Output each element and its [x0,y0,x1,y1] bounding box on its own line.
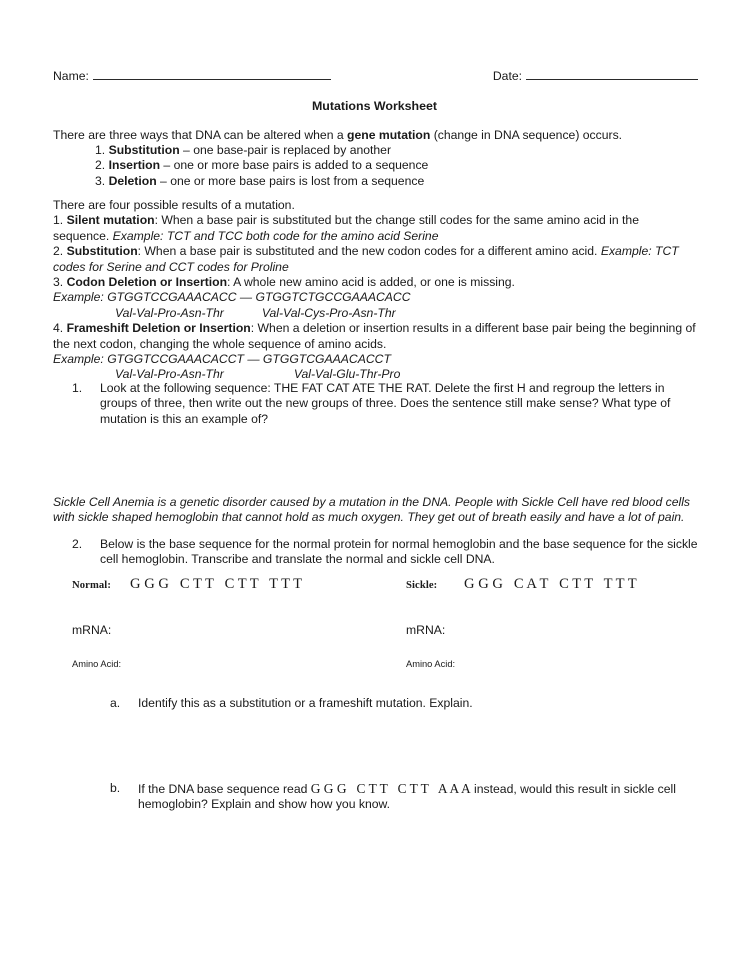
intro-text-before: There are three ways that DNA can be altered when a [53,128,348,142]
result-term: Substitution [66,244,138,259]
list-item [95,174,695,189]
page-title: Mutations Worksheet [311,99,438,113]
result-4-example-dna: Example: GTGGTCCGAAACACCT — GTGGTCGAAACACCT [53,352,391,367]
intro-term-gene-mutation: gene mutation [347,128,431,142]
question-2a-number: a. [110,696,121,710]
question-1 [72,381,698,427]
item-term: Deletion [108,173,157,188]
date-write-line[interactable] [526,68,698,80]
list-item [95,143,695,158]
sickle-label: Sickle: [406,580,438,591]
date-field[interactable] [493,68,698,83]
question-2b-dna-sequence: G G G C T T C T T A A A [310,781,471,796]
result-example: Example: TCT and TCC both code for the amino acid Serine [112,228,439,243]
amino-right: Val-Val-Glu-Thr-Pro [293,367,401,382]
list-item [95,158,695,173]
sequence-work-area [0,575,749,675]
normal-dna-bases: G G G C T T C T T T T T [130,576,303,592]
mrna-label-sickle: mRNA: [406,623,446,637]
normal-sequence-column [72,575,302,593]
header-fields [53,68,698,83]
result-item-4 [53,321,698,352]
result-body: : A whole new amino acid is added, or one is missing. [227,275,515,290]
question-2b-row [110,781,698,813]
amino-left: Val-Val-Pro-Asn-Thr [115,367,224,382]
item-term: Insertion [108,158,161,173]
question-2b-number: b. [110,781,121,795]
result-body: : When a base pair is substituted but the change still codes for the same amino acid in the sequence. [53,213,639,243]
item-desc: – one or more base pairs is added to a sequence [160,158,429,173]
result-term: Codon Deletion or Insertion [66,275,228,290]
mutation-types-list [95,143,695,189]
item-number: 3. [95,173,106,188]
item-number: 2. [95,158,106,173]
question-2-number: 2. [72,537,83,551]
sickle-cell-text: Sickle Cell Anemia is a genetic disorder caused by a mutation in the DNA. People with Sickle Cell have red blood cells with sickle shaped hemoglobin that cannot hold as much oxygen. They get out of breath easily and have a lot of pain. [53,495,691,525]
item-desc: – one base-pair is replaced by another [179,143,392,157]
result-term: Silent mutation [66,213,155,228]
result-term: Frameshift Deletion or Insertion [66,321,251,336]
intro-paragraph [53,128,698,143]
question-2b-text-before: If the DNA base sequence read [138,782,311,796]
question-2-row [72,537,698,568]
result-number: 4. [53,321,67,336]
amino-right: Val-Val-Cys-Pro-Asn-Thr [261,305,396,320]
name-field[interactable] [53,68,331,83]
mrna-label-normal: mRNA: [72,623,112,637]
normal-label: Normal: [72,580,111,591]
question-1-text: Look at the following sequence: THE FAT CAT ATE THE RAT. Delete the first H and regroup the letters in groups of three, then write out the new groups of three. Does the sentence still make sense? What type of mutation is this an example of? [100,381,671,426]
amino-acid-label-sickle: Amino Acid: [406,659,456,669]
question-2 [72,537,698,568]
item-desc: – one or more base pairs is lost from a sequence [156,173,425,188]
result-item-1 [53,213,698,244]
question-2a-text: Identify this as a substitution or a frameshift mutation. Explain. [138,696,473,710]
question-2a [110,696,698,711]
sickle-sequence-column [406,575,637,593]
result-number: 1. [53,213,67,228]
question-2-text: Below is the base sequence for the normal protein for normal hemoglobin and the base sequence for the sickle cell hemoglobin. Transcribe and translate the normal and sickle cell DNA. [100,537,698,567]
intro-text-after: (change in DNA sequence) occurs. [430,128,623,142]
date-label: Date: [492,69,522,83]
result-item-3 [53,275,698,290]
question-2b-text [138,781,698,813]
result-number: 3. [53,275,67,290]
item-term: Substitution [108,143,180,157]
result-item-2 [53,244,698,275]
question-1-number: 1. [72,381,83,395]
name-label: Name: [53,69,89,83]
result-body: : When a deletion or insertion results in a different base pair being the beginning of the next codon, changing the whole sequence of amino acids. [53,321,696,351]
result-3-example-dna: Example: GTGGTCCGAAACACC — GTGGTCTGCCGAAACACC [53,290,411,305]
result-body: : When a base pair is substituted and the new codon codes for a different amino acid. [137,244,601,259]
question-2b [110,781,698,813]
mutation-results-section [53,198,698,383]
question-2b-text-after: instead, would this result in sickle cell hemoglobin? Explain and show how you know. [138,782,676,812]
result-number: 2. [53,244,67,259]
sickle-dna-bases: G G G C A T C T T T T T [464,576,637,592]
name-write-line[interactable] [93,68,331,80]
question-1-row [72,381,698,427]
item-number: 1. [95,143,106,157]
amino-left: Val-Val-Pro-Asn-Thr [115,305,224,320]
results-heading: There are four possible results of a mutation. [53,198,295,212]
amino-acid-label-normal: Amino Acid: [72,659,122,669]
question-2a-row [110,696,698,711]
sickle-cell-paragraph [53,495,698,526]
result-example: Example: TCT codes for Serine and CCT codes for Proline [53,244,679,274]
result-3-amino-row [53,306,698,321]
